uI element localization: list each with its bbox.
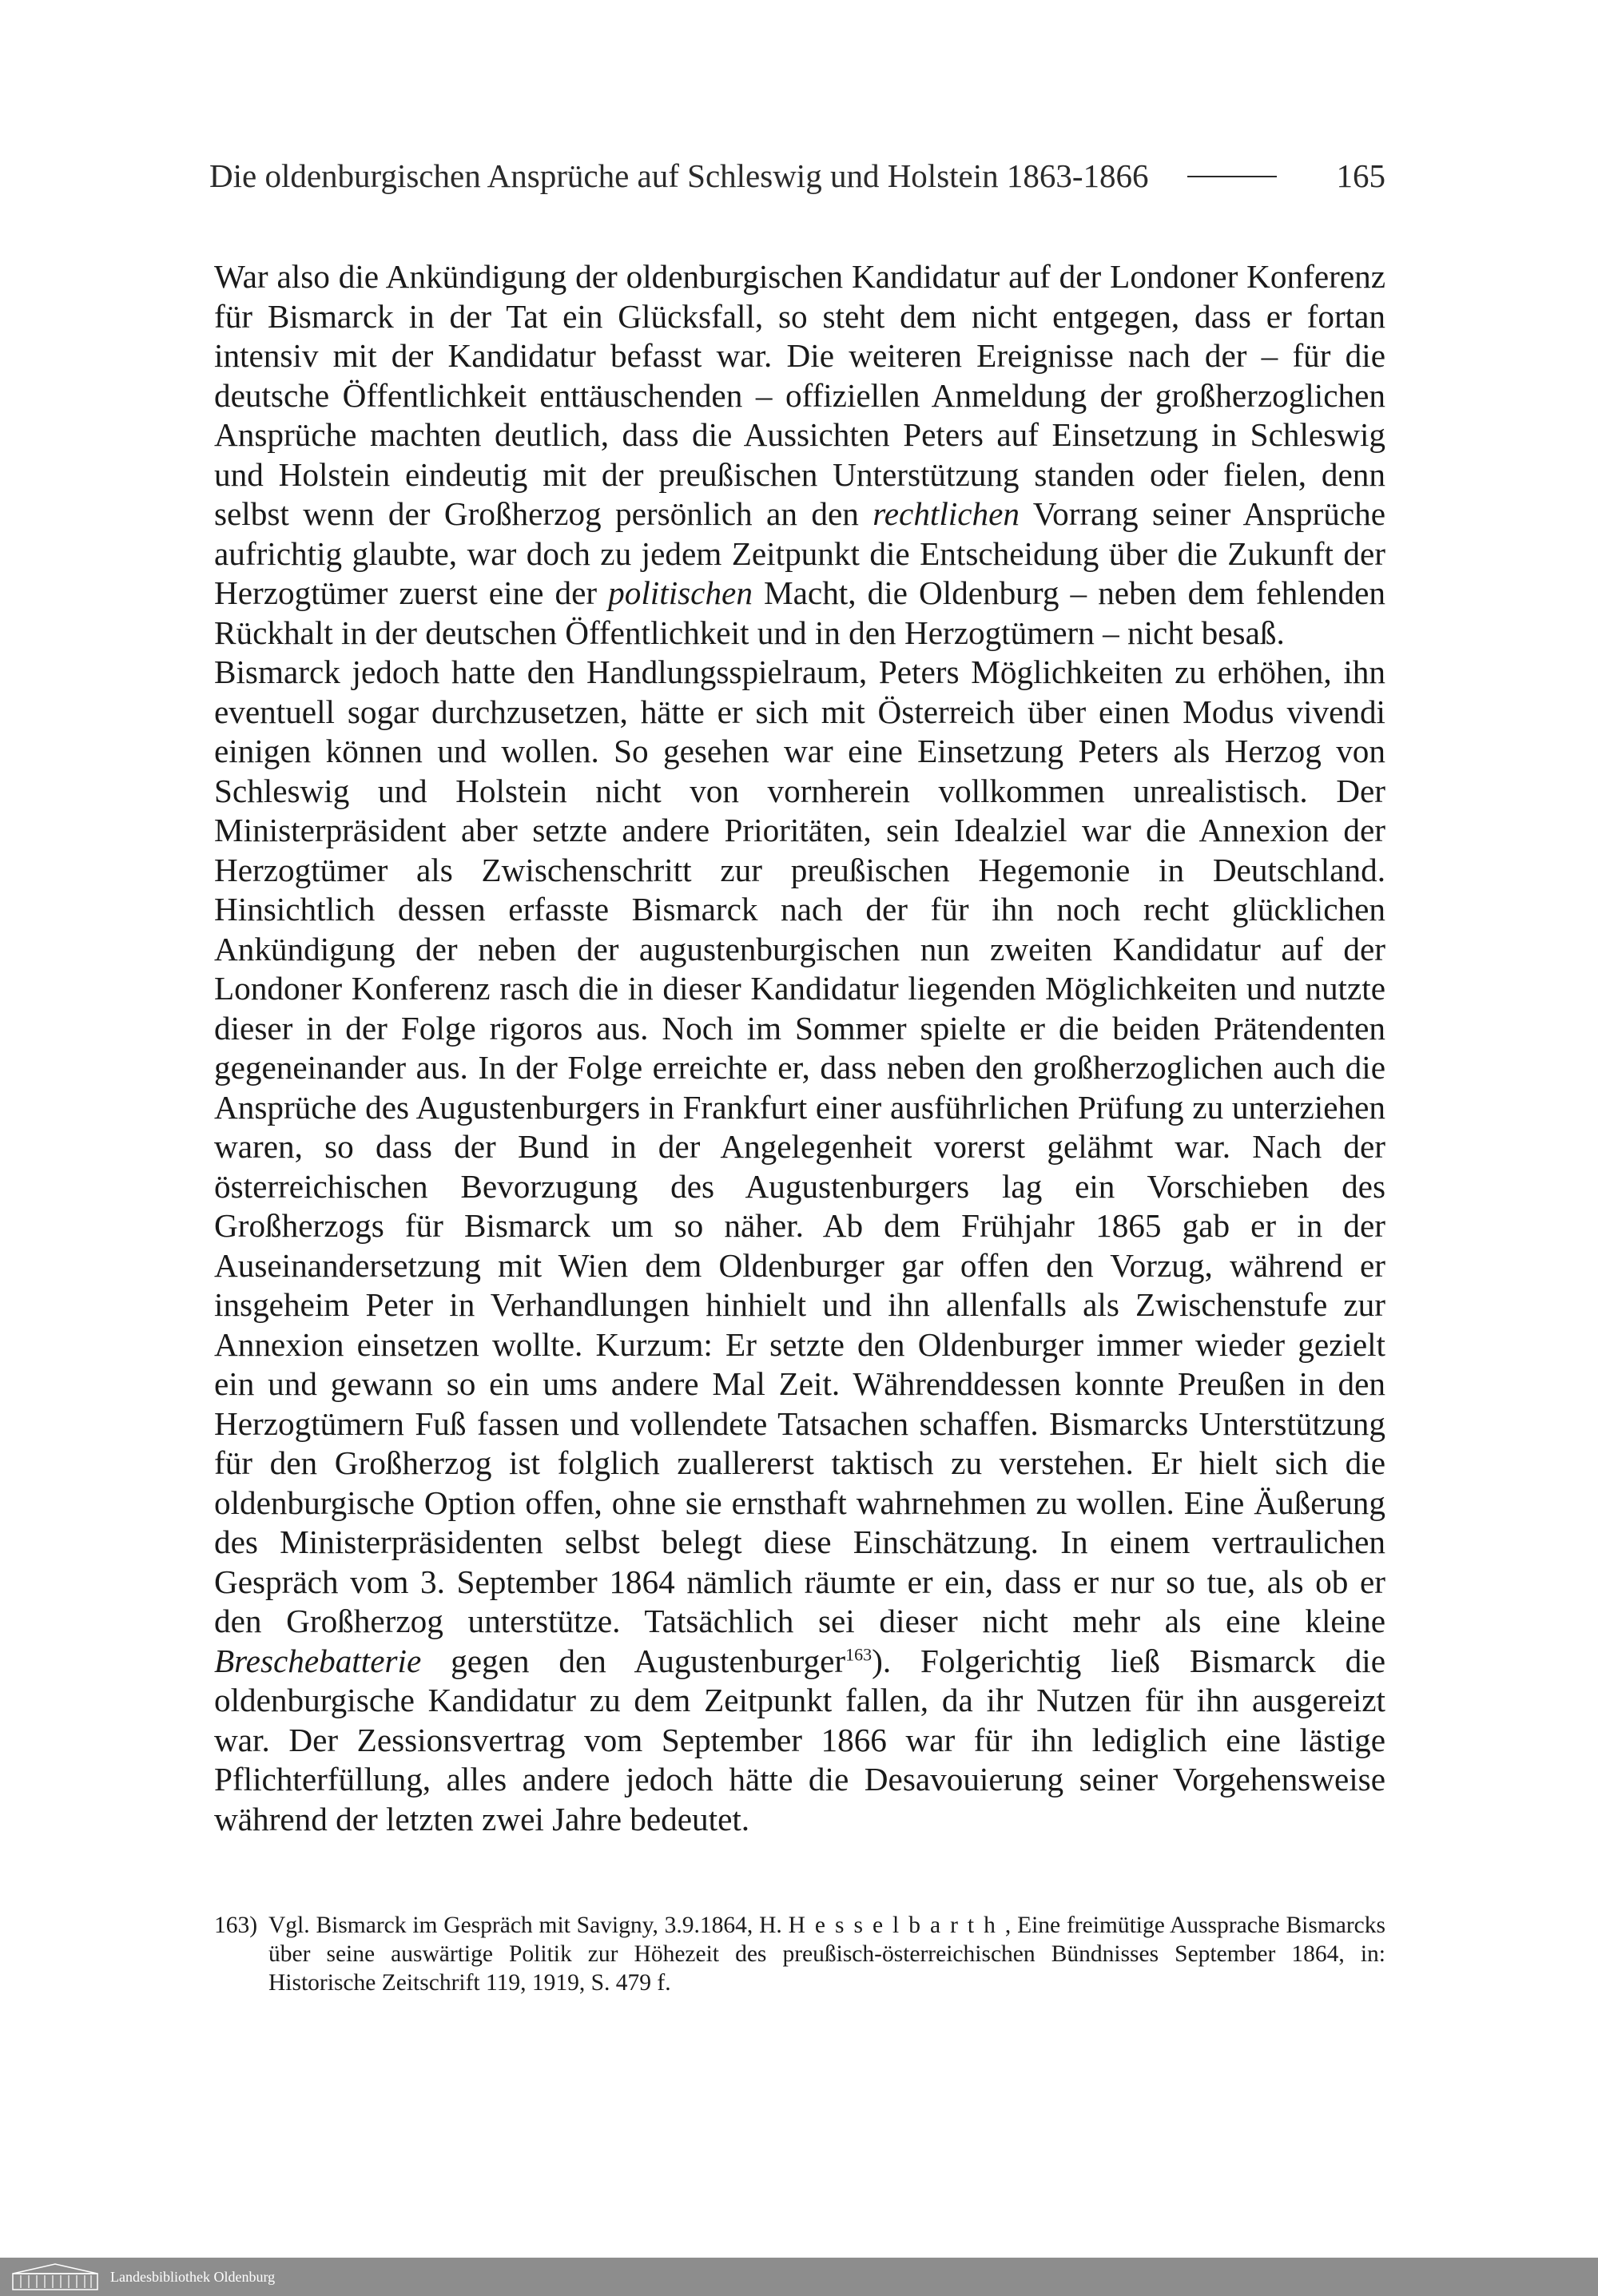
page-number: 165 (1336, 157, 1385, 194)
footnote-author: Hesselbarth (788, 1913, 1005, 1938)
footnote-number: 163) (214, 1913, 258, 1938)
library-building-icon (11, 2262, 99, 2291)
library-name: Landesbibliothek Oldenburg (110, 2268, 276, 2285)
paragraph-1: War also die Ankündigung der oldenburgischen Kandidatur auf der Londoner Konferenz für Bismarck in der Tat ein Glücksfall, so steht dem nicht entgegen, dass er fortan intensiv mit der Kandidatur befasst war. Die weiteren Ereignisse nach der – für die deutsche Öffentlichkeit enttäuschenden – offiziellen Anmeldung der großherzoglichen Ansprüche machten deutlich, dass die Aussichten Peters auf Einsetzung in Schleswig und Holstein eindeutig mit der preußischen Unterstützung standen oder fielen, denn selbst wenn der Großherzog persönlich an den rechtlichen Vorrang seiner Ansprüche aufrichtig glaubte, war doch zu jedem Zeitpunkt die Entscheidung über die Zukunft der Herzogtümer zuerst eine der politischen Macht, die Oldenburg – neben dem fehlenden Rückhalt in der deutschen Öffentlichkeit und in den Herzogtümern – nicht besaß. (214, 258, 1385, 651)
header-rule (1187, 176, 1277, 177)
footnote-text: Vgl. Bismarck im Gespräch mit Savigny, 3.9.1864, H. Hesselbarth, Eine freimütige Aussprache Bismarcks über seine auswärtige Politik zur Höhezeit des preußisch-österreichischen Bündnisses September 1864, in: Historische Zeitschrift 119, 1919, S. 479 f. (268, 1913, 1386, 1996)
running-title: Die oldenburgischen Ansprüche auf Schleswig und Holstein 1863-1866 (209, 157, 1149, 194)
footnote-163 (214, 1911, 1385, 1997)
library-footer-bar (0, 2258, 1598, 2296)
main-text (214, 257, 1385, 1839)
running-head (209, 157, 1385, 195)
paragraph-2: Bismarck jedoch hatte den Handlungsspielraum, Peters Möglichkeiten zu erhöhen, ihn eventuell sogar durchzusetzen, hätte er sich mit Österreich über einen Modus vivendi einigen können und wollen. So gesehen war eine Einsetzung Peters als Herzog von Schleswig und Holstein nicht von vornherein vollkommen unrealistisch. Der Ministerpräsident aber setzte andere Prioritäten, sein Idealziel war die Annexion der Herzogtümer als Zwischenschritt zur preußischen Hegemonie in Deutschland. Hinsichtlich dessen erfasste Bismarck nach der für ihn noch recht glücklichen Ankündigung der neben der augustenburgischen nun zweiten Kandidatur auf der Londoner Konferenz rasch die in dieser Kandidatur liegenden Möglichkeiten und nutzte dieser in der Folge rigoros aus. Noch im Sommer spielte er die beiden Prätendenten gegeneinander aus. In der Folge erreichte er, dass neben den großherzoglichen auch die Ansprüche des Augustenburgers in Frankfurt einer ausführlichen Prüfung zu unterziehen waren, so dass der Bund in der Angelegenheit vorerst gelähmt war. Nach der österreichischen Bevorzugung des Augustenburgers lag ein Vorschieben des Großherzogs für Bismarck um so näher. Ab dem Frühjahr 1865 gab er in der Auseinandersetzung mit Wien dem Oldenburger gar offen den Vorzug, während er insgeheim Peter in Verhandlungen hinhielt und ihn allenfalls als Zwischenstufe zur Annexion einsetzen wollte. Kurzum: Er setzte den Oldenburger immer wieder gezielt ein und gewann so ein ums andere Mal Zeit. Währenddessen konnte Preußen in den Herzogtümern Fuß fassen und vollendete Tatsachen schaffen. Bismarcks Unterstützung für den Großherzog ist folglich zuallererst taktisch zu verstehen. Er hielt sich die oldenburgische Option offen, ohne sie ernsthaft wahrnehmen zu wollen. Eine Äußerung des Ministerpräsidenten selbst belegt diese Einschätzung. In einem vertraulichen Gespräch vom 3. September 1864 nämlich räumte er ein, dass er nur so tue, als ob er den Großherzog unterstütze. Tatsächlich sei dieser nicht mehr als eine kleine Breschebatterie gegen den Augustenburger$^{163}$). Folgerichtig ließ Bismarck die oldenburgische Kandidatur zu dem Zeitpunkt fallen, da ihr Nutzen für ihn ausgereizt war. Der Zessionsvertrag vom September 1866 war für ihn lediglich eine lästige Pflichterfüllung, alles andere jedoch hätte die Desavouierung seiner Vorgehensweise während der letzten zwei Jahre bedeutet. (214, 653, 1385, 1837)
emphasis-politischen: politischen (608, 574, 753, 611)
emphasis-breschebatterie: Breschebatterie (214, 1642, 422, 1679)
footnote-ref-163[interactable]: 163 (845, 1643, 873, 1664)
emphasis-rechtlichen: rechtlichen (873, 495, 1020, 532)
